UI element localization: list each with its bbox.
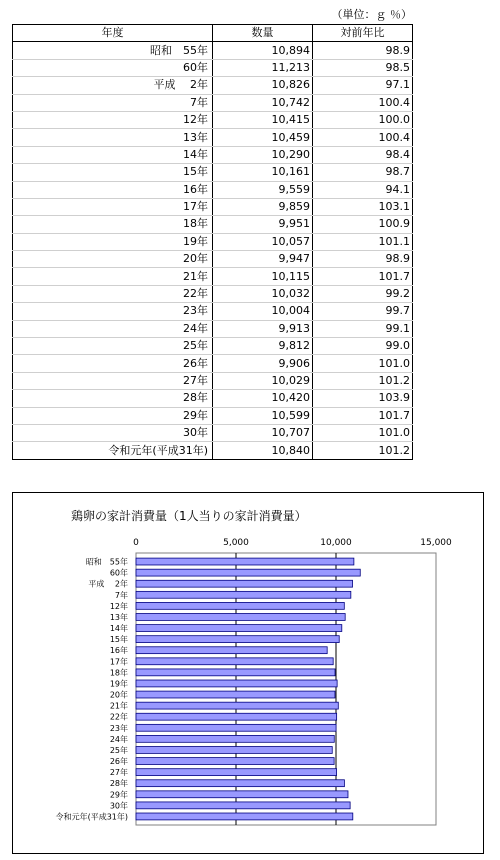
quantity-cell: 9,906	[213, 355, 313, 372]
ratio-cell: 100.4	[313, 129, 413, 146]
unit-label: （単位：ｇ ％）	[331, 8, 412, 21]
category-label: 19年	[109, 679, 128, 689]
bar	[136, 713, 337, 720]
chart-title: 鶏卵の家計消費量（1人当りの家計消費量）	[71, 509, 307, 523]
year-cell: 12年	[13, 111, 213, 128]
quantity-cell: 10,415	[213, 111, 313, 128]
year-cell: 26年	[13, 355, 213, 372]
category-label: 22年	[109, 712, 128, 722]
year-cell: 14年	[13, 146, 213, 163]
year-cell: 19年	[13, 233, 213, 250]
category-label: 20年	[109, 690, 128, 700]
year-cell: 60年	[13, 59, 213, 76]
table-row	[13, 233, 413, 250]
category-label: 13年	[109, 612, 128, 622]
category-label: 21年	[109, 701, 128, 711]
quantity-cell: 9,559	[213, 181, 313, 198]
year-cell: 30年	[13, 424, 213, 441]
table-row	[13, 268, 413, 285]
year-cell: 28年	[13, 390, 213, 407]
bar	[136, 691, 335, 698]
year-cell: 13年	[13, 129, 213, 146]
year-cell: 18年	[13, 216, 213, 233]
chart-panel	[12, 492, 484, 854]
ratio-cell: 99.1	[313, 320, 413, 337]
year-cell: 令和元年(平成31年)	[13, 442, 213, 459]
table-row	[13, 442, 413, 459]
ratio-cell: 100.0	[313, 111, 413, 128]
category-label: 23年	[109, 723, 128, 733]
table-row	[13, 111, 413, 128]
table-row	[13, 355, 413, 372]
table-row	[13, 181, 413, 198]
quantity-cell: 10,290	[213, 146, 313, 163]
bar	[136, 658, 333, 665]
header-ratio: 対前年比	[313, 25, 413, 42]
bar	[136, 747, 332, 754]
category-label: 28年	[109, 779, 128, 789]
table-row	[13, 320, 413, 337]
year-cell: 7年	[13, 94, 213, 111]
x-tick-label: 0	[133, 538, 139, 548]
table-row	[13, 390, 413, 407]
ratio-cell: 98.9	[313, 251, 413, 268]
bar	[136, 724, 336, 731]
table-row	[13, 424, 413, 441]
table-row	[13, 251, 413, 268]
ratio-cell: 101.0	[313, 424, 413, 441]
category-label: 26年	[109, 757, 128, 767]
year-cell: 15年	[13, 164, 213, 181]
consumption-table	[12, 24, 413, 460]
category-label: 17年	[109, 657, 128, 667]
bar	[136, 614, 345, 621]
quantity-cell: 11,213	[213, 59, 313, 76]
ratio-cell: 97.1	[313, 77, 413, 94]
x-tick-label: 5,000	[223, 538, 249, 548]
table-row	[13, 77, 413, 94]
bar	[136, 580, 353, 587]
quantity-cell: 10,840	[213, 442, 313, 459]
bar	[136, 702, 338, 709]
ratio-cell: 101.0	[313, 355, 413, 372]
bar-chart	[13, 493, 483, 853]
category-label: 27年	[109, 768, 128, 778]
ratio-cell: 101.2	[313, 442, 413, 459]
category-label: 令和元年(平成31年)	[55, 812, 128, 822]
year-cell: 21年	[13, 268, 213, 285]
ratio-cell: 94.1	[313, 181, 413, 198]
table-row	[13, 129, 413, 146]
ratio-cell: 98.7	[313, 164, 413, 181]
year-cell: 23年	[13, 303, 213, 320]
category-label: 30年	[109, 801, 128, 811]
category-label: 7年	[114, 590, 128, 600]
bar	[136, 591, 351, 598]
ratio-cell: 98.4	[313, 146, 413, 163]
bar	[136, 802, 350, 809]
ratio-cell: 101.7	[313, 268, 413, 285]
table-row	[13, 59, 413, 76]
ratio-cell: 100.9	[313, 216, 413, 233]
table-row	[13, 164, 413, 181]
bar	[136, 813, 353, 820]
quantity-cell: 10,115	[213, 268, 313, 285]
quantity-cell: 9,812	[213, 338, 313, 355]
bar	[136, 647, 327, 654]
year-cell: 16年	[13, 181, 213, 198]
table-row	[13, 338, 413, 355]
quantity-cell: 9,951	[213, 216, 313, 233]
category-label: 15年	[109, 635, 128, 645]
bar	[136, 680, 337, 687]
table-row	[13, 94, 413, 111]
category-label: 平成 2年	[88, 579, 128, 589]
table-row	[13, 198, 413, 215]
year-cell: 20年	[13, 251, 213, 268]
table-body	[13, 42, 413, 459]
year-cell: 17年	[13, 198, 213, 215]
category-label: 60年	[109, 568, 128, 578]
bar	[136, 569, 360, 576]
ratio-cell: 103.9	[313, 390, 413, 407]
quantity-cell: 9,947	[213, 251, 313, 268]
category-label: 12年	[109, 601, 128, 611]
year-cell: 22年	[13, 285, 213, 302]
table-row	[13, 285, 413, 302]
bar	[136, 758, 334, 765]
category-label: 18年	[109, 668, 128, 678]
ratio-cell: 99.2	[313, 285, 413, 302]
bar	[136, 791, 348, 798]
year-cell: 27年	[13, 372, 213, 389]
ratio-cell: 101.7	[313, 407, 413, 424]
x-tick-label: 10,000	[320, 538, 352, 548]
table-row	[13, 407, 413, 424]
category-label: 25年	[109, 745, 128, 755]
quantity-cell: 10,599	[213, 407, 313, 424]
bar	[136, 769, 337, 776]
table-header-row	[13, 25, 413, 42]
bar	[136, 602, 344, 609]
table-row	[13, 146, 413, 163]
bar	[136, 636, 339, 643]
quantity-cell: 9,913	[213, 320, 313, 337]
header-quantity: 数量	[213, 25, 313, 42]
ratio-cell: 98.5	[313, 59, 413, 76]
year-cell: 昭和 55年	[13, 42, 213, 59]
ratio-cell: 103.1	[313, 198, 413, 215]
ratio-cell: 100.4	[313, 94, 413, 111]
year-cell: 25年	[13, 338, 213, 355]
quantity-cell: 10,826	[213, 77, 313, 94]
quantity-cell: 10,894	[213, 42, 313, 59]
year-cell: 24年	[13, 320, 213, 337]
category-label: 24年	[109, 734, 128, 744]
ratio-cell: 99.0	[313, 338, 413, 355]
bar	[136, 669, 335, 676]
bar	[136, 735, 334, 742]
x-tick-label: 15,000	[420, 538, 452, 548]
ratio-cell: 101.1	[313, 233, 413, 250]
category-label: 16年	[109, 646, 128, 656]
bar	[136, 625, 342, 632]
quantity-cell: 10,420	[213, 390, 313, 407]
ratio-cell: 98.9	[313, 42, 413, 59]
year-cell: 29年	[13, 407, 213, 424]
table-row	[13, 372, 413, 389]
table-row	[13, 42, 413, 59]
bar	[136, 558, 354, 565]
quantity-cell: 10,057	[213, 233, 313, 250]
quantity-cell: 10,161	[213, 164, 313, 181]
bar	[136, 780, 344, 787]
ratio-cell: 101.2	[313, 372, 413, 389]
quantity-cell: 9,859	[213, 198, 313, 215]
quantity-cell: 10,459	[213, 129, 313, 146]
table-row	[13, 303, 413, 320]
quantity-cell: 10,707	[213, 424, 313, 441]
quantity-cell: 10,032	[213, 285, 313, 302]
table-row	[13, 216, 413, 233]
ratio-cell: 99.7	[313, 303, 413, 320]
quantity-cell: 10,029	[213, 372, 313, 389]
category-label: 14年	[109, 624, 128, 634]
category-label: 昭和 55年	[85, 557, 128, 567]
year-cell: 平成 2年	[13, 77, 213, 94]
quantity-cell: 10,742	[213, 94, 313, 111]
header-year: 年度	[13, 25, 213, 42]
quantity-cell: 10,004	[213, 303, 313, 320]
category-label: 29年	[109, 790, 128, 800]
